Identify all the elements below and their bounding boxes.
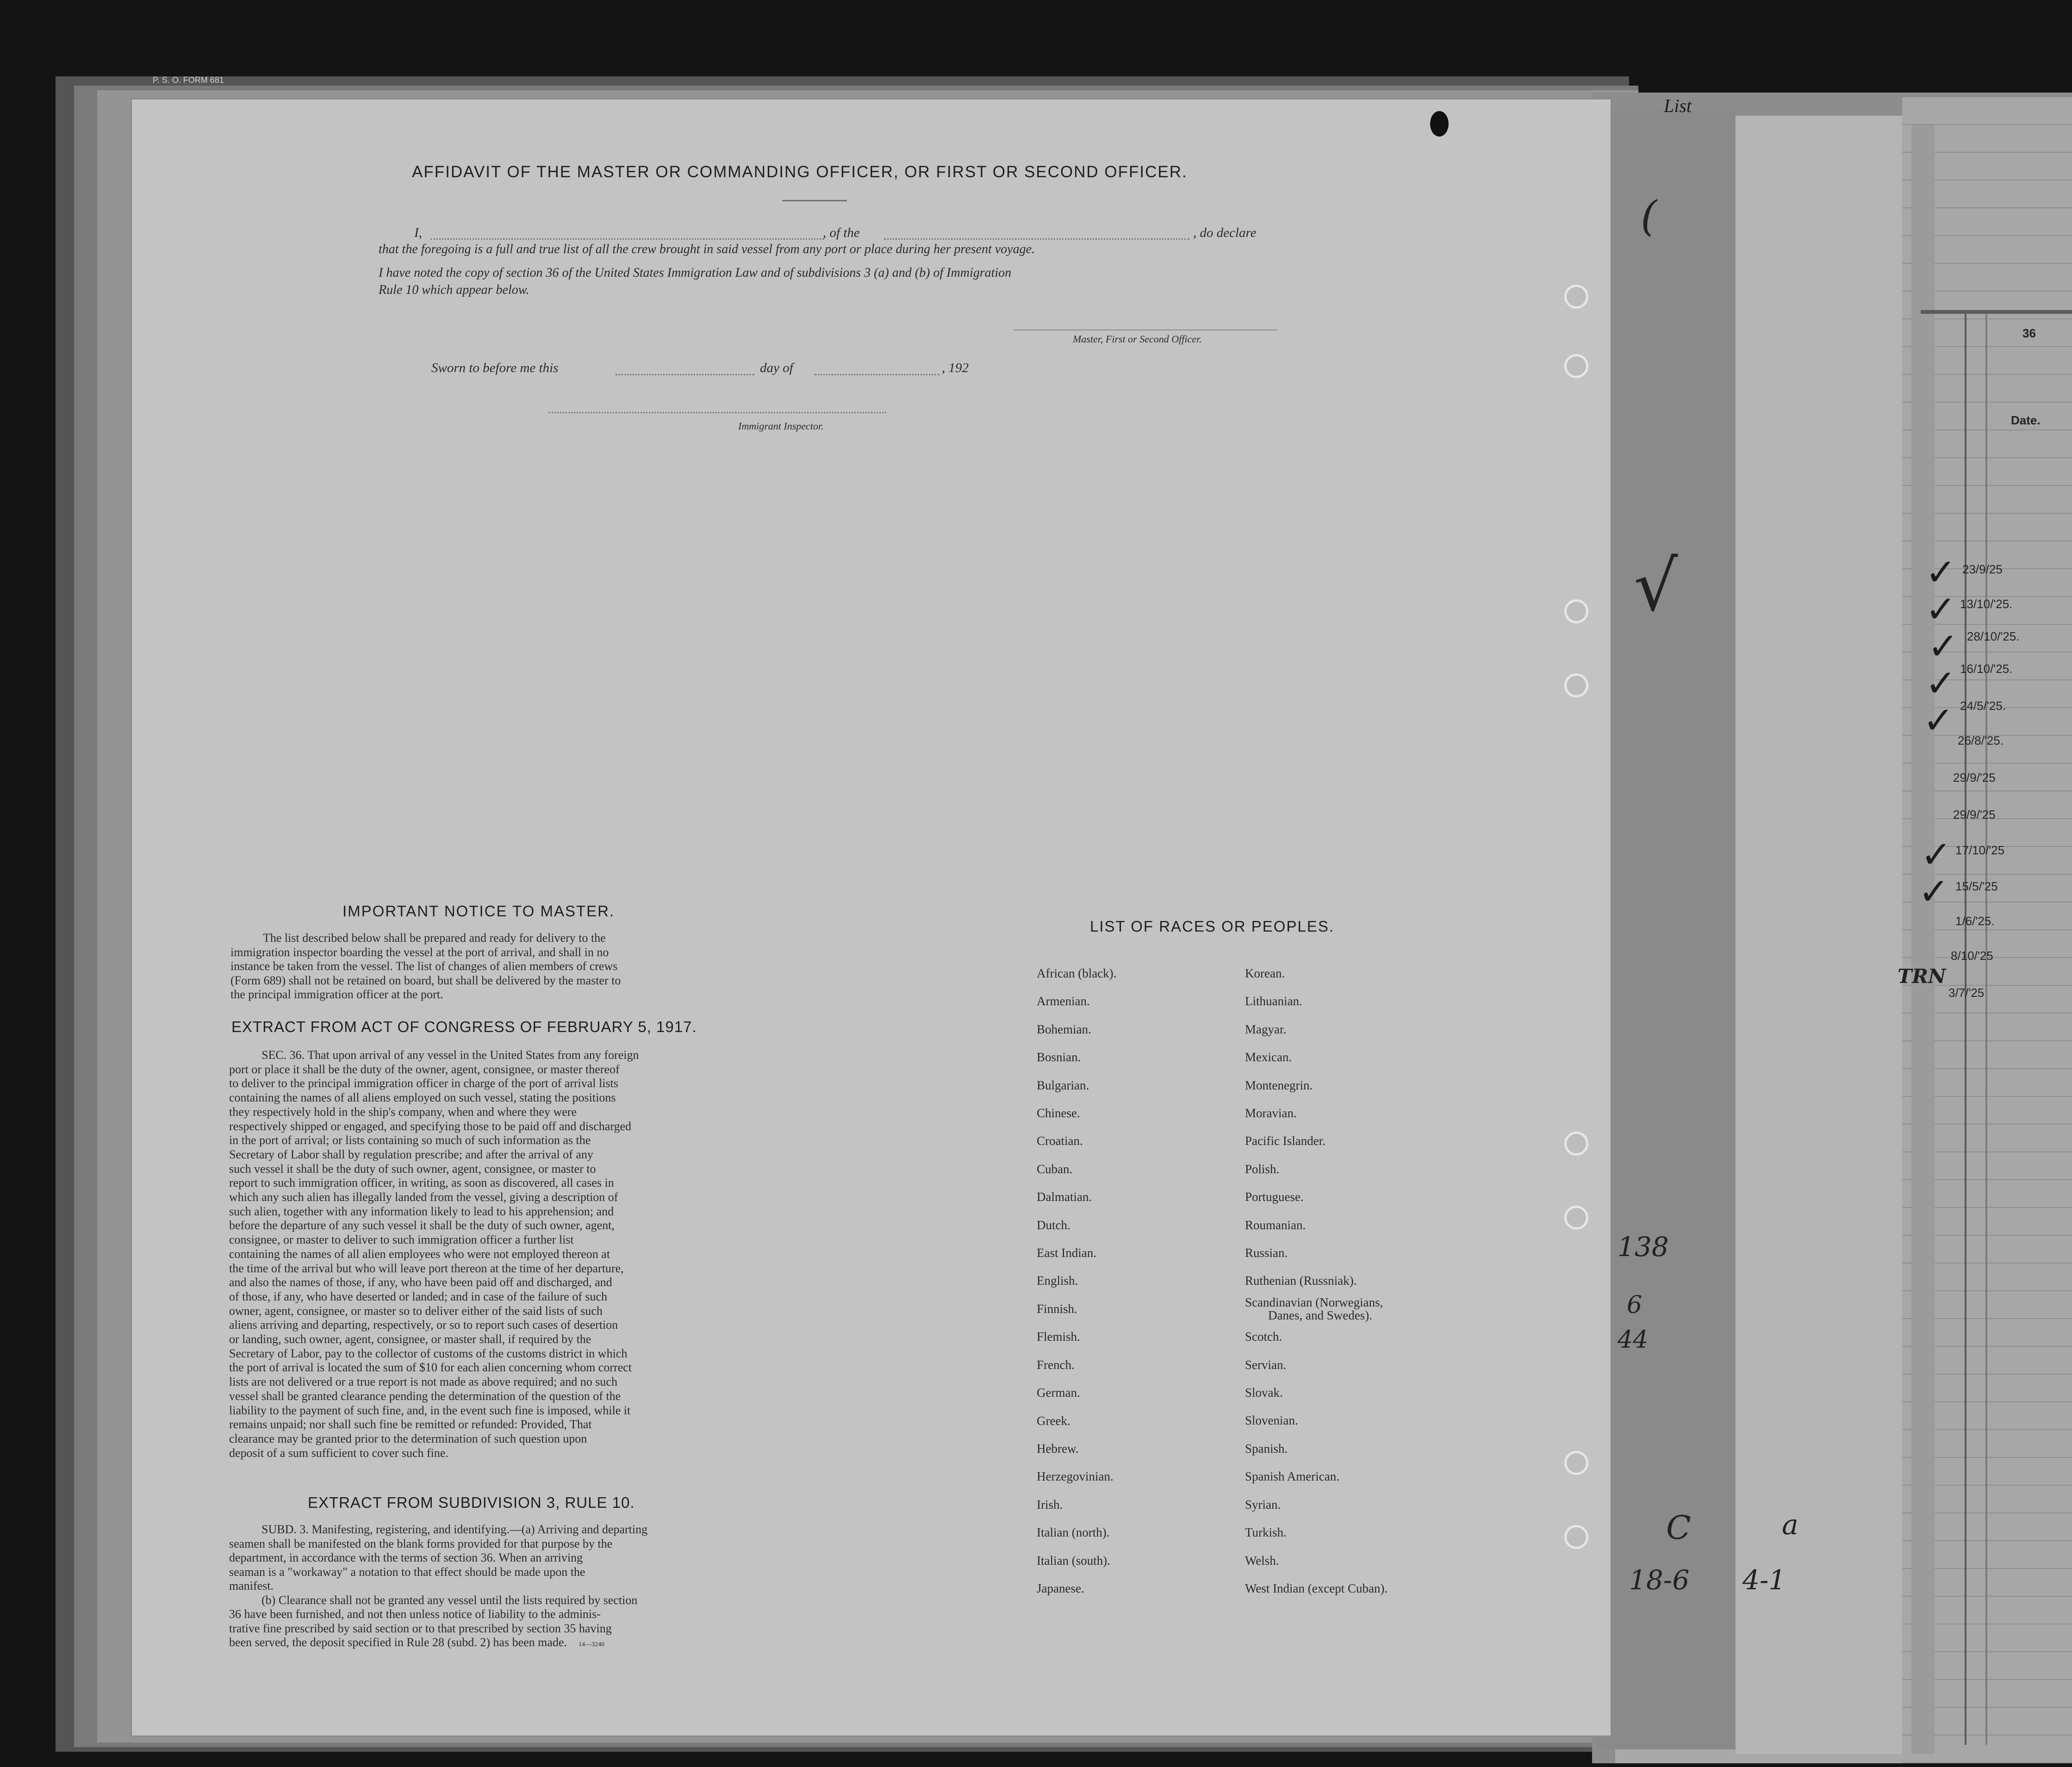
affidavit-line: I have noted the copy of section 36 of the United States Immigration Law and of subdivisions 3 (a) and (b) of Immigration <box>379 266 1012 280</box>
ledger-date: 29/9/'25 <box>1953 771 1996 784</box>
text-line: consignee, or master to deliver to such immigration officer a further list <box>229 1233 574 1247</box>
handwritten-total: 44 <box>1618 1326 1649 1354</box>
race-item: Hebrew. <box>1037 1441 1079 1456</box>
ledger-date: 3/7/'25 <box>1948 986 1985 1000</box>
handwritten-total: 138 <box>1618 1231 1669 1263</box>
notice-text <box>230 931 779 1002</box>
text-line-content: been served, the deposit specified in Rule 28 (subd. 2) has been made. <box>229 1636 567 1649</box>
text-line: SUBD. 3. Manifesting, registering, and identifying.—(a) Arriving and departing <box>261 1523 648 1536</box>
sheet-strip <box>1911 125 1935 1754</box>
race-item: Irish. <box>1037 1497 1063 1512</box>
text-line: clearance may be granted prior to the determination of such question upon <box>229 1431 587 1445</box>
race-item: Ruthenian (Russniak). <box>1245 1274 1357 1288</box>
ledger-rule <box>1965 310 1966 1745</box>
race-item: Flemish. <box>1037 1330 1080 1344</box>
ledger-date: 13/10/'25. <box>1960 597 2013 611</box>
text-line: SEC. 36. That upon arrival of any vessel in the United States from any foreign <box>261 1048 639 1062</box>
race-item: Finnish. <box>1037 1301 1077 1316</box>
race-item: Spanish. <box>1245 1441 1288 1456</box>
text-line: manifest. <box>229 1579 274 1593</box>
handwritten-mark: 4-1 <box>1742 1564 1786 1596</box>
extract-rule-title: EXTRACT FROM SUBDIVISION 3, RULE 10. <box>308 1494 635 1511</box>
month-blank <box>815 374 940 375</box>
race-item: Dutch. <box>1037 1218 1070 1232</box>
ink-blot <box>1430 111 1449 137</box>
text-line: they respectively hold in the ship's company, when and where they were <box>229 1105 577 1119</box>
checkmark-icon: ✓ <box>1921 833 1952 876</box>
race-item: Bohemian. <box>1037 1022 1091 1036</box>
ledger-date-header: Date. <box>2011 413 2041 427</box>
binder-hole <box>1564 1451 1588 1475</box>
race-item: French. <box>1037 1357 1075 1372</box>
race-item: Chinese. <box>1037 1106 1080 1120</box>
race-item: Portuguese. <box>1245 1190 1304 1204</box>
binder-hole <box>1564 354 1588 378</box>
ledger-date: 1/6/'25. <box>1955 914 1995 928</box>
checkmark-icon: ✓ <box>1925 662 1957 705</box>
extract-rule-text <box>229 1523 780 1652</box>
text-line: before the departure of any such vessel it shall be the duty of such owner, agent, <box>229 1219 615 1232</box>
binder-hole <box>1564 285 1588 309</box>
race-item: Magyar. <box>1245 1022 1287 1036</box>
ledger-date: 23/9/25 <box>1962 562 2003 576</box>
ledger-date: 24/5/'25. <box>1960 699 2006 713</box>
master-signature-label: Master, First or Second Officer. <box>1073 333 1202 345</box>
ledger-date: 15/5/'25 <box>1955 879 1998 893</box>
text-line: owner, agent, consignee, or master so to deliver either of the said lists of such <box>229 1304 603 1318</box>
text-line: seaman is a "workaway" a notation to that effect should be made upon the <box>229 1565 585 1579</box>
race-item: Bosnian. <box>1037 1050 1081 1064</box>
ledger-date: 28/10/'25. <box>1967 629 2020 643</box>
race-item: Italian (north). <box>1037 1525 1110 1540</box>
race-item: Slovak. <box>1245 1386 1283 1400</box>
race-item: Servian. <box>1245 1357 1287 1372</box>
race-item: Spanish American. <box>1245 1469 1339 1484</box>
race-item: Cuban. <box>1037 1162 1073 1176</box>
affidavit-of-the: , of the <box>823 225 860 240</box>
notice-title: IMPORTANT NOTICE TO MASTER. <box>342 902 615 920</box>
affidavit-line: that the foregoing is a full and true list of all the crew brought in said vessel from any port or place during her present voyage. <box>379 242 1035 256</box>
binder-hole <box>1564 673 1588 697</box>
checkmark-icon: ✓ <box>1923 699 1954 742</box>
race-item: Slovenian. <box>1245 1413 1298 1428</box>
text-line: remains unpaid; nor shall such fine be remitted or refunded: Provided, That <box>229 1418 592 1431</box>
checkmark-icon: ✓ <box>1928 625 1959 668</box>
day-of-text: day of <box>760 361 793 375</box>
text-line: and also the names of those, if any, who have been paid off and discharged, and <box>229 1275 612 1289</box>
checkmark-icon: ✓ <box>1925 588 1957 631</box>
race-item: Syrian. <box>1245 1497 1281 1512</box>
race-item: Korean. <box>1245 966 1285 980</box>
handwritten-mark: 18-6 <box>1629 1564 1690 1596</box>
inspector-blank <box>548 412 886 413</box>
name-blank <box>430 238 824 240</box>
text-line: the port of arrival is located the sum of $10 for each alien concerning whom correct <box>229 1361 632 1375</box>
text-line: trative fine prescribed by said section or to that prescribed by section 35 having <box>229 1621 612 1635</box>
race-item: German. <box>1037 1386 1080 1400</box>
ledger-date: 26/8/'25. <box>1958 734 2004 747</box>
race-item: Welsh. <box>1245 1553 1279 1568</box>
inspector-label: Immigrant Inspector. <box>738 420 824 432</box>
races-title: LIST OF RACES OR PEOPLES. <box>1090 918 1335 935</box>
handwritten-mark: √ <box>1634 546 1678 627</box>
text-line: to deliver to the principal immigration officer in charge of the port of arrival lists <box>229 1076 618 1090</box>
race-item: African (black). <box>1037 966 1117 980</box>
race-item: Italian (south). <box>1037 1553 1110 1568</box>
form-number: 14—3240 <box>578 1641 604 1648</box>
checkmark-icon: ✓ <box>1925 551 1957 594</box>
affidavit-i: I, <box>414 225 422 240</box>
text-line: seamen shall be manifested on the blank forms provided for that purpose by the <box>229 1537 613 1550</box>
sheet-strip <box>1597 111 1736 1749</box>
race-item: Scotch. <box>1245 1330 1282 1344</box>
race-item: Herzegovinian. <box>1037 1469 1114 1484</box>
race-item: Dalmatian. <box>1037 1190 1092 1204</box>
text-line: the time of the arrival but who will leave port thereon at the time of her departure, <box>229 1261 624 1275</box>
binder-hole <box>1564 1206 1588 1230</box>
race-item: English. <box>1037 1274 1078 1288</box>
handwritten-mark: a <box>1782 1509 1798 1541</box>
race-item: Turkish. <box>1245 1525 1287 1540</box>
form-label: P. S. O. FORM 681 <box>153 75 224 85</box>
binder-hole <box>1564 1132 1588 1156</box>
ledger-page-number: 36 <box>2022 326 2036 340</box>
ledger-rule <box>1985 310 1987 1745</box>
text-line: in the port of arrival; or lists containing so much of such information as the <box>229 1133 591 1147</box>
text-line: aliens arriving and departing, respectively, or so to report such cases of desertion <box>229 1318 618 1332</box>
race-item: Armenian. <box>1037 994 1090 1008</box>
back-list-label: List <box>1664 95 1692 116</box>
handwritten-mark: C <box>1666 1509 1691 1547</box>
affidavit-declare: , do declare <box>1193 225 1257 240</box>
races-left-column <box>1037 959 1116 1602</box>
text-line: port or place it shall be the duty of the owner, agent, consignee, or master thereof <box>229 1062 620 1076</box>
text-line: 36 have been furnished, and not then unless notice of liability to the adminis- <box>229 1607 601 1621</box>
day-blank <box>616 374 754 375</box>
race-item: West Indian (except Cuban). <box>1245 1581 1388 1595</box>
handwritten-total: 6 <box>1627 1291 1643 1319</box>
text-line: immigration inspector boarding the vessel at the port of arrival, and shall in no <box>230 945 609 959</box>
ledger-date: 29/9/'25 <box>1953 808 1996 821</box>
text-line: (b) Clearance shall not be granted any vessel until the lists required by section <box>261 1593 638 1607</box>
handwritten-mark: TRN <box>1898 965 1946 988</box>
race-item: Pacific Islander. <box>1245 1134 1325 1148</box>
text-line: the principal immigration officer at the port. <box>230 988 443 1001</box>
text-line: which any such alien has illegally landed from the vessel, giving a description of <box>229 1190 618 1204</box>
text-line: such alien, together with any information likely to lead to his apprehension; and <box>229 1204 614 1218</box>
binder-hole <box>1564 599 1588 623</box>
text-line: respectively shipped or engaged, and specifying those to be paid off and discharged <box>229 1119 632 1133</box>
race-item-continuation: Danes, and Swedes). <box>1268 1308 1372 1322</box>
race-item: Greek. <box>1037 1413 1070 1428</box>
race-item <box>1245 1295 1388 1323</box>
race-item: Croatian. <box>1037 1134 1083 1148</box>
ledger-header-band <box>1921 310 2072 314</box>
text-line: department, in accordance with the terms of section 36. When an arriving <box>229 1551 583 1564</box>
year-text: , 192 <box>942 361 969 375</box>
sheet-strip <box>1736 116 1911 1754</box>
text-line: The list described below shall be prepared and ready for delivery to the <box>263 931 606 945</box>
text-line: (Form 689) shall not be retained on board, but shall be delivered by the master to <box>230 973 621 987</box>
race-item: Bulgarian. <box>1037 1078 1089 1092</box>
text-line: lists are not delivered or a true report is not made as above required; and no such <box>229 1375 617 1389</box>
text-line: containing the names of all alien employees who were not employed thereon at <box>229 1247 610 1261</box>
extract-act-title: EXTRACT FROM ACT OF CONGRESS OF FEBRUARY 5, 1917. <box>231 1018 697 1035</box>
divider <box>782 200 847 201</box>
sworn-text: Sworn to before me this <box>431 361 559 375</box>
ledger-date: 17/10/'25 <box>1955 843 2005 857</box>
extract-act-text <box>229 1048 780 1460</box>
race-item: Mexican. <box>1245 1050 1292 1064</box>
checkmark-icon: ✓ <box>1918 870 1950 913</box>
ledger-date: 8/10/'25 <box>1951 949 1993 963</box>
text-line: liability to the payment of such fine, and, in the event such fine is imposed, while it <box>229 1403 631 1417</box>
text-line <box>229 1636 780 1652</box>
text-line: of those, if any, who have deserted or landed; and in case of the failure of such <box>229 1289 608 1303</box>
affidavit-line: Rule 10 which appear below. <box>379 283 529 297</box>
text-line: such vessel it shall be the duty of such owner, agent, consignee, or master to <box>229 1162 596 1176</box>
race-item: Moravian. <box>1245 1106 1297 1120</box>
race-item: Lithuanian. <box>1245 994 1302 1008</box>
text-line: vessel shall be granted clearance pending the determination of the question of the <box>229 1389 621 1403</box>
races-right-column <box>1245 959 1388 1602</box>
race-item: Roumanian. <box>1245 1218 1306 1232</box>
text-line: Secretary of Labor, pay to the collector of customs of the customs district in which <box>229 1346 628 1360</box>
text-line: deposit of a sum sufficient to cover such fine. <box>229 1446 448 1460</box>
race-item-text: Scandinavian (Norwegians, <box>1245 1295 1383 1309</box>
handwritten-mark: ( <box>1641 192 1657 241</box>
text-line: containing the names of all aliens employed on such vessel, stating the positions <box>229 1091 616 1105</box>
race-item: East Indian. <box>1037 1246 1096 1260</box>
race-item: Russian. <box>1245 1246 1288 1260</box>
ledger-date: 16/10/'25. <box>1960 662 2013 676</box>
text-line: instance be taken from the vessel. The list of changes of alien members of crews <box>230 959 618 973</box>
race-item: Polish. <box>1245 1162 1280 1176</box>
text-line: or landing, such owner, agent, consignee, or master shall, if required by the <box>229 1332 591 1346</box>
binder-hole <box>1564 1525 1588 1549</box>
vessel-blank <box>884 238 1189 240</box>
affidavit-title: AFFIDAVIT OF THE MASTER OR COMMANDING OFFICER, OR FIRST OR SECOND OFFICER. <box>412 163 1188 181</box>
race-item: Montenegrin. <box>1245 1078 1313 1092</box>
race-item: Japanese. <box>1037 1581 1084 1595</box>
text-line: report to such immigration officer, in writing, as soon as discovered, all cases in <box>229 1176 614 1190</box>
text-line: Secretary of Labor shall by regulation prescribe; and after the arrival of any <box>229 1147 593 1161</box>
